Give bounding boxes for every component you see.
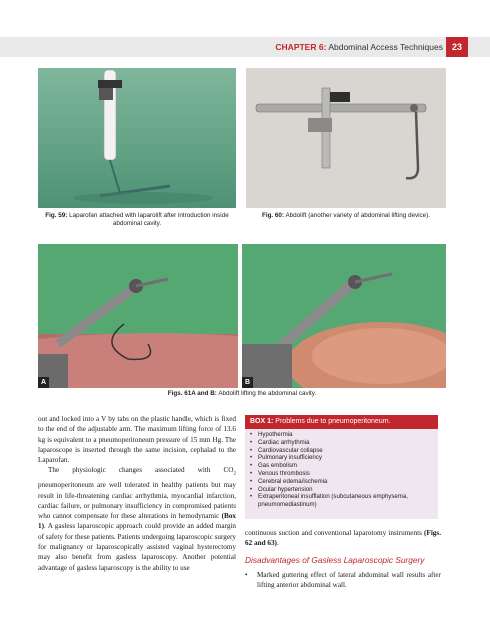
list-item: • Pulmonary insufficiency	[250, 454, 436, 462]
paragraph	[245, 528, 441, 549]
text-run: continuous suction and conventional laparotomy instruments	[245, 529, 425, 537]
bullet-item	[245, 570, 441, 591]
figure-59-photo	[38, 68, 236, 208]
laparofan-illustration	[38, 68, 236, 208]
abdolift-surgery-a-illustration	[38, 244, 238, 388]
bullet-icon: •	[245, 571, 248, 579]
panel-label-b: B	[242, 377, 253, 388]
box-1-title-text: Problems due to pneumoperitoneum.	[275, 418, 391, 425]
figure-59-label: Fig. 59:	[45, 212, 68, 219]
page-number: 23	[446, 37, 468, 57]
list-item: • Cardiovascular collapse	[250, 447, 436, 455]
chapter-title: Abdominal Access Techniques	[328, 42, 443, 52]
section-subheading: Disadvantages of Gasless Laparoscopic Surgery	[245, 555, 425, 565]
figure-61-label: Figs. 61A and B:	[167, 390, 217, 397]
panel-label-a: A	[38, 377, 49, 388]
figure-60-text: Abdolift (another variety of abdominal lifting device).	[285, 212, 430, 219]
right-column-text	[245, 528, 441, 549]
figure-61b-photo	[242, 244, 446, 388]
box-1-label: BOX 1:	[250, 418, 274, 425]
text-run: .	[276, 539, 279, 548]
list-item: • Venous thrombosis	[250, 470, 436, 478]
figure-60-caption	[246, 212, 446, 220]
figure-60-photo	[246, 68, 446, 208]
figure-61a-photo	[38, 244, 238, 388]
subscript: 2	[233, 471, 236, 477]
list-item: • Ocular hypertension	[250, 486, 436, 494]
text-run: The physiologic changes associated with CO	[48, 466, 234, 475]
list-item: • Cardiac arrhythmia	[250, 439, 436, 447]
list-item: • Hypothermia	[250, 431, 436, 439]
text-run: . A gasless laparoscopic approach could provide an added margin of safety for these patients. Patients undergoing laparoscopic surgery for malignancy or laparoscopically assisted vaginal hysterectomy may also benefit from gasless laparoscopy. Another potential advantage of gasless laparoscopy is the ability to use	[38, 522, 236, 572]
text-run: pneumoperitoneum are well tolerated in healthy patients but may result in life-threatening cardiac arrhythmia, myocardial infarction, cardiac failure, or pulmonary insufficiency in compromised patients who cannot compensate for these alterations in hemodynamic	[38, 481, 236, 521]
list-item: • Cerebral edema/ischemia	[250, 478, 436, 486]
figure-59-text: Laparofan attached with laparolift after introduction inside abdominal cavity.	[69, 212, 229, 227]
box-reference: (Box 1)	[38, 512, 236, 531]
paragraph: out and locked into a V by tabs on the plastic handle, which is fixed to the end of the adjustable arm. The maximum lifting force of 13.6 kg is equivalent to a pneumoperitoneum pressure of 15 mm Hg. The laparoscope is inserted through the same incision, cephalad to the Laparofan.	[38, 415, 236, 465]
bullet-text: Marked guttering effect of lateral abdominal wall results after lifting anterior abdominal wall.	[257, 571, 441, 590]
abdolift-surgery-b-illustration	[242, 244, 446, 388]
paragraph	[38, 465, 236, 572]
list-item-continuation: pneumomediastinum)	[258, 501, 317, 509]
figure-reference: (Figs. 62 and 63)	[245, 529, 441, 548]
box-1-title	[245, 415, 438, 429]
left-column-text	[38, 414, 236, 573]
figure-61-text: Abdolift lifting the abdominal cavity.	[218, 390, 317, 397]
list-item: • Extraperitoneal insufflation (subcutaneous emphysema,	[250, 493, 436, 501]
figure-60-label: Fig. 60:	[261, 212, 285, 219]
running-header	[275, 40, 443, 54]
chapter-label: CHAPTER 6:	[275, 42, 327, 52]
list-item: • Gas embolism	[250, 462, 436, 470]
figure-59-caption	[38, 212, 236, 228]
figure-61-caption	[38, 390, 446, 398]
box-1-list	[250, 431, 436, 509]
abdolift-illustration	[246, 68, 446, 208]
